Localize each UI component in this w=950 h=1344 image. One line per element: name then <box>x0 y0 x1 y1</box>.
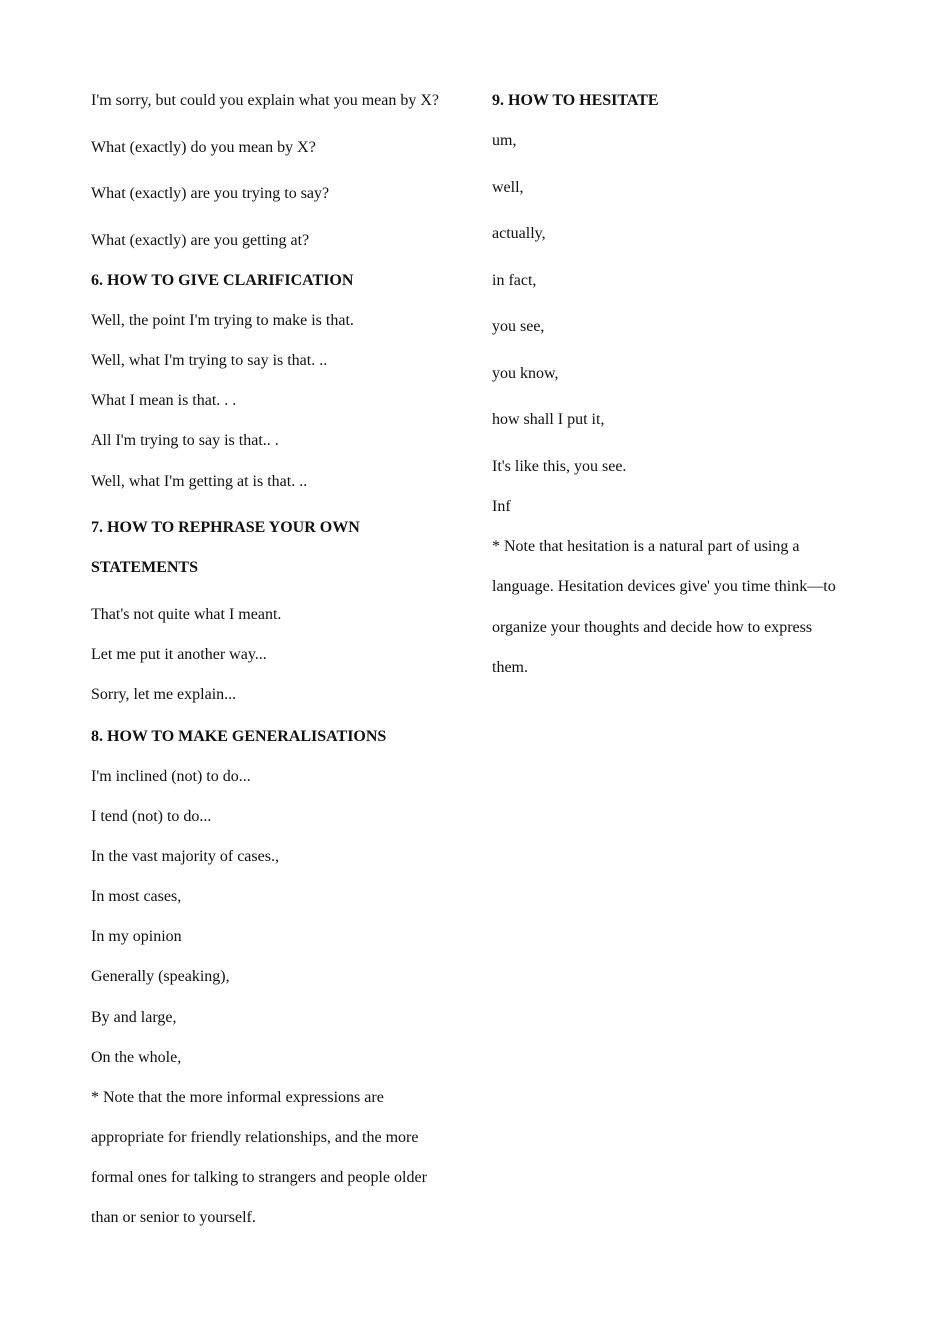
phrase-line: It's like this, you see. <box>492 458 627 475</box>
note-line: language. Hesitation devices give' you time think—to <box>492 578 836 595</box>
phrase-line: On the whole, <box>91 1049 182 1066</box>
phrase-line: What (exactly) are you trying to say? <box>91 185 330 202</box>
phrase-line: actually, <box>492 225 546 242</box>
phrase-line: I tend (not) to do... <box>91 808 212 825</box>
section-heading: STATEMENTS <box>91 559 198 576</box>
phrase-line: Inf <box>492 498 511 515</box>
phrase-line: In my opinion <box>91 928 182 945</box>
phrase-line: Well, the point I'm trying to make is that. <box>91 312 354 329</box>
phrase-line: Well, what I'm getting at is that. .. <box>91 473 308 490</box>
phrase-line: By and large, <box>91 1009 177 1026</box>
phrase-line: What I mean is that. . . <box>91 392 237 409</box>
section-heading: 8. HOW TO MAKE GENERALISATIONS <box>91 728 387 745</box>
note-line: organize your thoughts and decide how to express <box>492 619 813 636</box>
phrase-line: What (exactly) do you mean by X? <box>91 139 316 156</box>
phrase-line: Generally (speaking), <box>91 968 230 985</box>
section-heading: 7. HOW TO REPHRASE YOUR OWN <box>91 519 360 536</box>
note-line: them. <box>492 659 528 676</box>
note-line: * Note that hesitation is a natural part of using a <box>492 538 800 555</box>
note-line: formal ones for talking to strangers and people older <box>91 1169 427 1186</box>
phrase-line: Let me put it another way... <box>91 646 267 663</box>
phrase-line: in fact, <box>492 272 537 289</box>
phrase-line: well, <box>492 179 524 196</box>
section-heading: 9. HOW TO HESITATE <box>492 92 659 109</box>
phrase-line: In the vast majority of cases., <box>91 848 279 865</box>
phrase-line: you see, <box>492 318 545 335</box>
phrase-line: All I'm trying to say is that.. . <box>91 432 279 449</box>
phrase-line: how shall I put it, <box>492 411 605 428</box>
phrase-line: That's not quite what I meant. <box>91 606 282 623</box>
phrase-line: um, <box>492 132 517 149</box>
note-line: than or senior to yourself. <box>91 1209 256 1226</box>
phrase-line: Sorry, let me explain... <box>91 686 237 703</box>
note-line: * Note that the more informal expressions are <box>91 1089 384 1106</box>
phrase-line: you know, <box>492 365 559 382</box>
note-line: appropriate for friendly relationships, and the more <box>91 1129 419 1146</box>
phrase-line: In most cases, <box>91 888 182 905</box>
phrase-line: What (exactly) are you getting at? <box>91 232 310 249</box>
section-heading: 6. HOW TO GIVE CLARIFICATION <box>91 272 354 289</box>
phrase-line: Well, what I'm trying to say is that. .. <box>91 352 328 369</box>
phrase-line: I'm sorry, but could you explain what you mean by X? <box>91 92 439 109</box>
phrase-line: I'm inclined (not) to do... <box>91 768 251 785</box>
